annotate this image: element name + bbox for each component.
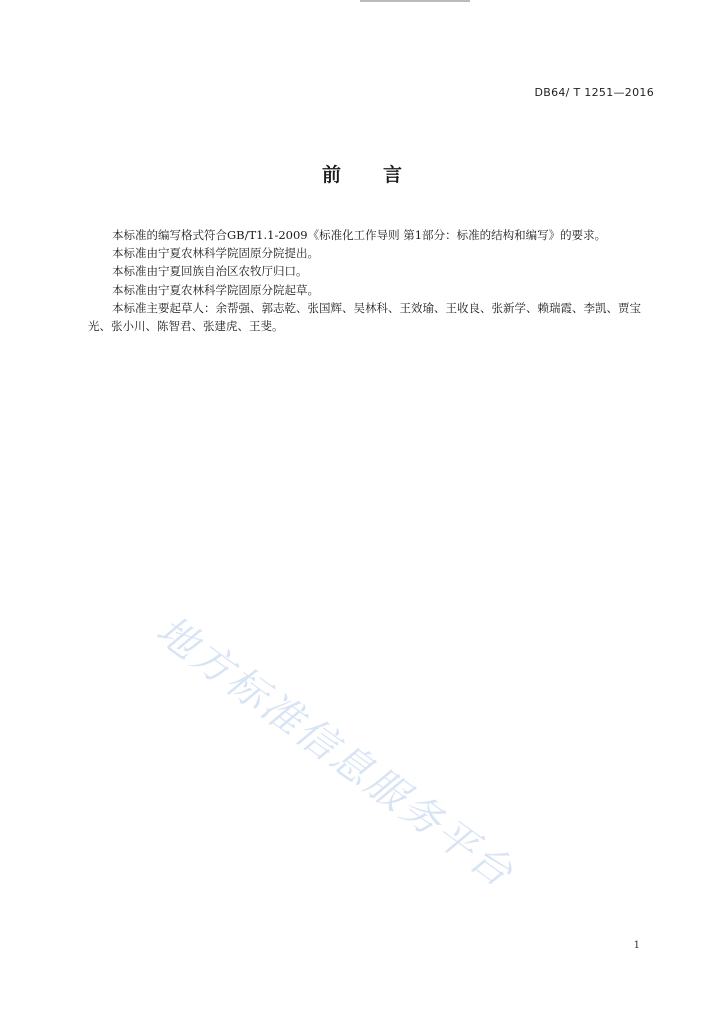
paragraph-format: 本标准的编写格式符合GB/T1.1-2009《标准化工作导则 第1部分：标准的结构和编写》的要求。 xyxy=(112,228,607,242)
paragraph-administrator: 本标准由宁夏回族自治区农牧厅归口。 xyxy=(112,264,308,279)
paragraph-drafting-unit: 本标准由宁夏农林科学院固原分院起草。 xyxy=(112,282,319,297)
foreword-body xyxy=(88,226,658,335)
page-title xyxy=(0,160,724,187)
scan-artifact-line xyxy=(360,0,470,2)
standard-code: DB64/ T 1251—2016 xyxy=(534,86,654,99)
page-number: 1 xyxy=(633,940,640,951)
paragraph-drafters: 本标准主要起草人：余帮强、郭志乾、张国辉、吴林科、王效瑜、王收良、张新学、赖瑞霞、李凯、贾宝光、张小川、陈智君、张建虎、王斐。 xyxy=(88,300,641,334)
title-char-1: 前 xyxy=(321,164,341,186)
title-char-2: 言 xyxy=(383,164,403,186)
paragraph-proposer: 本标准由宁夏农林科学院固原分院提出。 xyxy=(112,246,319,261)
watermark: 地方标准信息服务平台 xyxy=(147,607,523,898)
